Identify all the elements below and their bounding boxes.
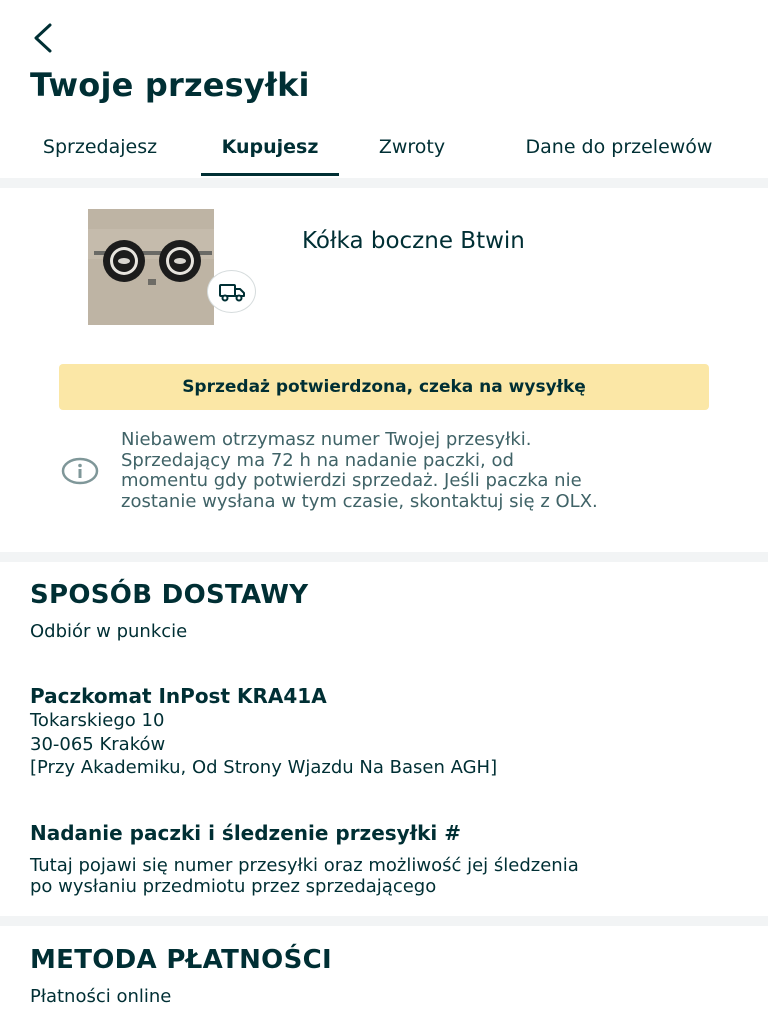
info-line: Niebawem otrzymasz numer Twojej przesyłki. bbox=[121, 429, 532, 450]
delivery-badge bbox=[207, 270, 256, 313]
info-line: momentu gdy potwierdzi sprzedaż. Jeśli paczka nie bbox=[121, 470, 582, 491]
chevron-left-icon bbox=[30, 21, 54, 55]
tracking-description bbox=[30, 855, 740, 897]
tracking-line: Tutaj pojawi się numer przesyłki oraz możliwość jej śledzenia bbox=[30, 855, 579, 876]
tab-zwroty[interactable]: Zwroty bbox=[378, 136, 446, 158]
info-icon bbox=[60, 454, 100, 488]
info-message bbox=[121, 430, 751, 512]
pickup-point-note: [Przy Akademiku, Od Strony Wjazdu Na Basen AGH] bbox=[30, 757, 498, 778]
info-line: Sprzedający ma 72 h na nadanie paczki, od bbox=[121, 449, 514, 471]
payment-heading: METODA PŁATNOŚCI bbox=[30, 945, 332, 975]
back-button[interactable] bbox=[30, 18, 74, 58]
tab-sprzedajesz[interactable]: Sprzedajesz bbox=[42, 136, 158, 158]
info-line: zostanie wysłana w tym czasie, skontaktuj się z OLX. bbox=[121, 490, 598, 512]
payment-method: Płatności online bbox=[30, 986, 172, 1007]
pickup-point-name: Paczkomat InPost KRA41A bbox=[30, 684, 327, 708]
truck-icon bbox=[218, 282, 246, 302]
separator bbox=[0, 916, 768, 926]
pickup-point-city: 30-065 Kraków bbox=[30, 734, 166, 755]
tab-kupujesz[interactable]: Kupujesz bbox=[221, 136, 319, 158]
status-badge: Sprzedaż potwierdzona, czeka na wysyłkę bbox=[59, 364, 709, 410]
active-tab-indicator bbox=[201, 173, 339, 176]
tracking-title: Nadanie paczki i śledzenie przesyłki # bbox=[30, 821, 462, 845]
product-name[interactable]: Kółka boczne Btwin bbox=[302, 228, 525, 254]
tab-dane-do-przelewow[interactable]: Dane do przelewów bbox=[525, 136, 713, 158]
delivery-method: Odbiór w punkcie bbox=[30, 621, 188, 642]
product-image[interactable] bbox=[88, 209, 214, 325]
delivery-heading: SPOSÓB DOSTAWY bbox=[30, 580, 309, 610]
tracking-line: po wysłaniu przedmiotu przez sprzedającego bbox=[30, 876, 437, 897]
separator bbox=[0, 178, 768, 188]
separator bbox=[0, 552, 768, 562]
page-title: Twoje przesyłki bbox=[30, 66, 310, 104]
pickup-point-street: Tokarskiego 10 bbox=[30, 710, 165, 731]
product-photo bbox=[88, 209, 214, 325]
tab-bar bbox=[0, 118, 768, 178]
